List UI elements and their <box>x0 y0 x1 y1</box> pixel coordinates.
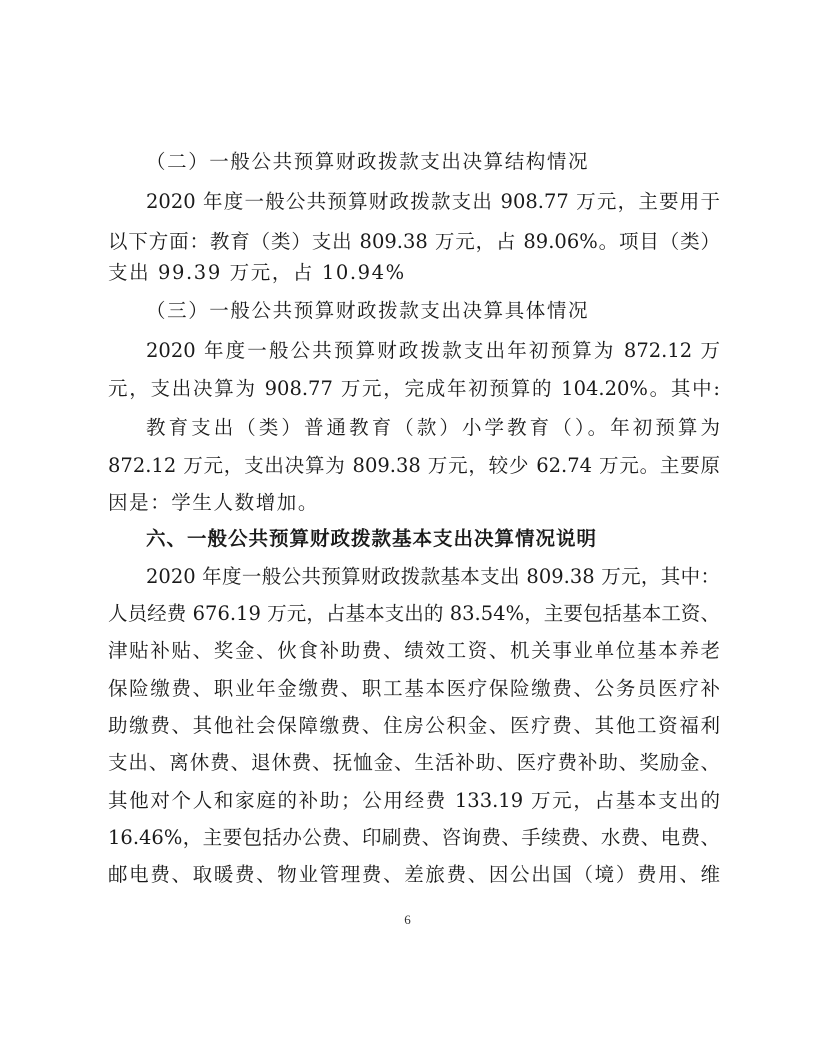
paragraph-line: 以下方面：教育（类）支出 809.38 万元，占 89.06%。项目（类） <box>108 230 720 253</box>
paragraph-line: 2020 年度一般公共预算财政拨款支出 908.77 万元，主要用于 <box>146 190 720 213</box>
paragraph-line: 2020 年度一般公共预算财政拨款基本支出 809.38 万元，其中： <box>146 565 720 588</box>
paragraph-line: 元，支出决算为 908.77 万元，完成年初预算的 104.20%。其中: <box>108 377 720 400</box>
paragraph-line: 人员经费 676.19 万元，占基本支出的 83.54%，主要包括基本工资、 <box>108 602 720 625</box>
page-number: 6 <box>404 912 411 927</box>
paragraph-line: 16.46%，主要包括办公费、印刷费、咨询费、手续费、水费、电费、 <box>108 826 720 849</box>
paragraph-line: 2020 年度一般公共预算财政拨款支出年初预算为 872.12 万 <box>146 339 720 362</box>
paragraph-line: 其他对个人和家庭的补助；公用经费 133.19 万元，占基本支出的 <box>108 789 720 812</box>
paragraph-line: 教育支出（类）普通教育（款）小学教育（）。年初预算为 <box>146 416 720 439</box>
section-heading-2: （二）一般公共预算财政拨款支出决算结构情况 <box>146 150 590 173</box>
paragraph-line: 助缴费、其他社会保障缴费、住房公积金、医疗费、其他工资福利 <box>108 714 720 737</box>
section-heading-3: （三）一般公共预算财政拨款支出决算具体情况 <box>146 299 590 322</box>
paragraph-line: 津贴补贴、奖金、伙食补助费、绩效工资、机关事业单位基本养老 <box>108 639 720 662</box>
section-heading-6: 六、一般公共预算财政拨款基本支出决算情况说明 <box>146 527 598 550</box>
paragraph-line: 保险缴费、职业年金缴费、职工基本医疗保险缴费、公务员医疗补 <box>108 677 720 700</box>
paragraph-line: 872.12 万元，支出决算为 809.38 万元，较少 62.74 万元。主要原 <box>108 454 720 477</box>
paragraph-line: 因是：学生人数增加。 <box>108 491 320 514</box>
paragraph-line: 支出 99.39 万元，占 10.94% <box>108 261 406 284</box>
paragraph-line: 邮电费、取暖费、物业管理费、差旅费、因公出国（境）费用、维 <box>108 863 720 886</box>
paragraph-line: 支出、离休费、退休费、抚恤金、生活补助、医疗费补助、奖励金、 <box>108 751 720 774</box>
